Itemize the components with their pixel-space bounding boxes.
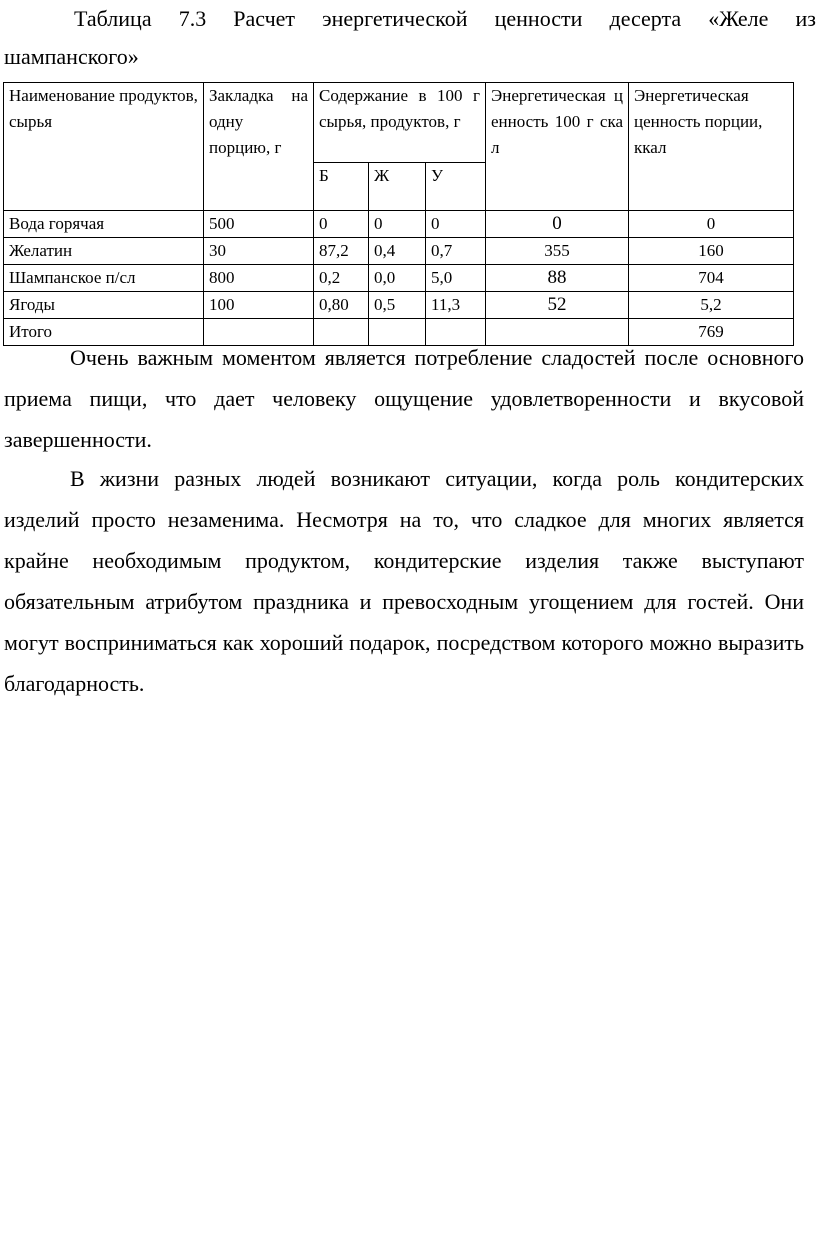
- cell-name: Итого: [4, 319, 204, 346]
- cell-name: Желатин: [4, 238, 204, 265]
- header-content: Содержание в 100 г сырья, продуктов, г: [314, 83, 486, 163]
- header-energy-portion: Энергетическая ценность порции, ккал: [629, 83, 794, 211]
- cell-energy-portion: 160: [629, 238, 794, 265]
- cell-energy-portion: 704: [629, 265, 794, 292]
- cell-name: Вода горячая: [4, 211, 204, 238]
- cell-protein: 0: [314, 211, 369, 238]
- paragraph-text: В жизни разных людей возникают ситуации, когда роль кондитерских изделий просто незаменима. Несмотря на то, что сладкое для многих является крайне необходимым продуктом, кондитерские изделия также выступают обязательным атрибутом праздника и превосходным угощением для гостей. Они могут восприниматься как хороший подарок, посредством которого можно выразить благодарность.: [4, 466, 804, 696]
- cell-energy-100g: 52: [486, 292, 629, 319]
- table-caption: [4, 0, 816, 76]
- table-row: [4, 265, 794, 292]
- cell-name: Шампанское п/сл: [4, 265, 204, 292]
- header-protein: Б: [314, 163, 369, 211]
- caption-line-2: шампанского»: [4, 44, 139, 69]
- caption-word: «Желе: [708, 6, 769, 31]
- caption-word: энергетической: [322, 6, 468, 31]
- caption-word: Таблица: [74, 6, 152, 31]
- cell-carbs: 5,0: [426, 265, 486, 292]
- cell-portion: 100: [204, 292, 314, 319]
- caption-word: Расчет: [233, 6, 296, 31]
- cell-protein: 0,2: [314, 265, 369, 292]
- cell-energy-portion: 0: [629, 211, 794, 238]
- cell-energy-100g: 0: [486, 211, 629, 238]
- cell-energy-portion: 769: [629, 319, 794, 346]
- cell-name: Ягоды: [4, 292, 204, 319]
- cell-carbs: 11,3: [426, 292, 486, 319]
- table-row: [4, 292, 794, 319]
- caption-line-1: [4, 0, 816, 38]
- energy-value-table: [3, 82, 794, 346]
- header-name: Наименование продуктов, сырья: [4, 83, 204, 211]
- cell-energy-portion: 5,2: [629, 292, 794, 319]
- cell-protein: 87,2: [314, 238, 369, 265]
- header-energy-100g: Энергетическая ценность 100 г скал: [486, 83, 629, 211]
- cell-fat: 0,0: [369, 265, 426, 292]
- paragraph: [4, 458, 804, 704]
- cell-energy-100g: 88: [486, 265, 629, 292]
- caption-word: 7.3: [178, 6, 207, 31]
- header-fat: Ж: [369, 163, 426, 211]
- paragraph-text: Очень важным моментом является потребление сладостей после основного приема пищи, что дает человеку ощущение удовлетворенности и вкусовой завершенности.: [4, 345, 804, 452]
- cell-fat: 0,5: [369, 292, 426, 319]
- header-portion: Закладка на одну порцию, г: [204, 83, 314, 211]
- paragraph: [4, 337, 804, 460]
- caption-word: из: [795, 6, 816, 31]
- cell-portion: 500: [204, 211, 314, 238]
- table-row: [4, 211, 794, 238]
- caption-word: десерта: [609, 6, 682, 31]
- cell-fat: 0: [369, 211, 426, 238]
- cell-portion: 30: [204, 238, 314, 265]
- caption-word: ценности: [494, 6, 583, 31]
- cell-carbs: 0: [426, 211, 486, 238]
- header-carbs: У: [426, 163, 486, 211]
- cell-fat: 0,4: [369, 238, 426, 265]
- cell-energy-100g: 355: [486, 238, 629, 265]
- cell-carbs: 0,7: [426, 238, 486, 265]
- table-row: [4, 238, 794, 265]
- cell-portion: 800: [204, 265, 314, 292]
- cell-protein: 0,80: [314, 292, 369, 319]
